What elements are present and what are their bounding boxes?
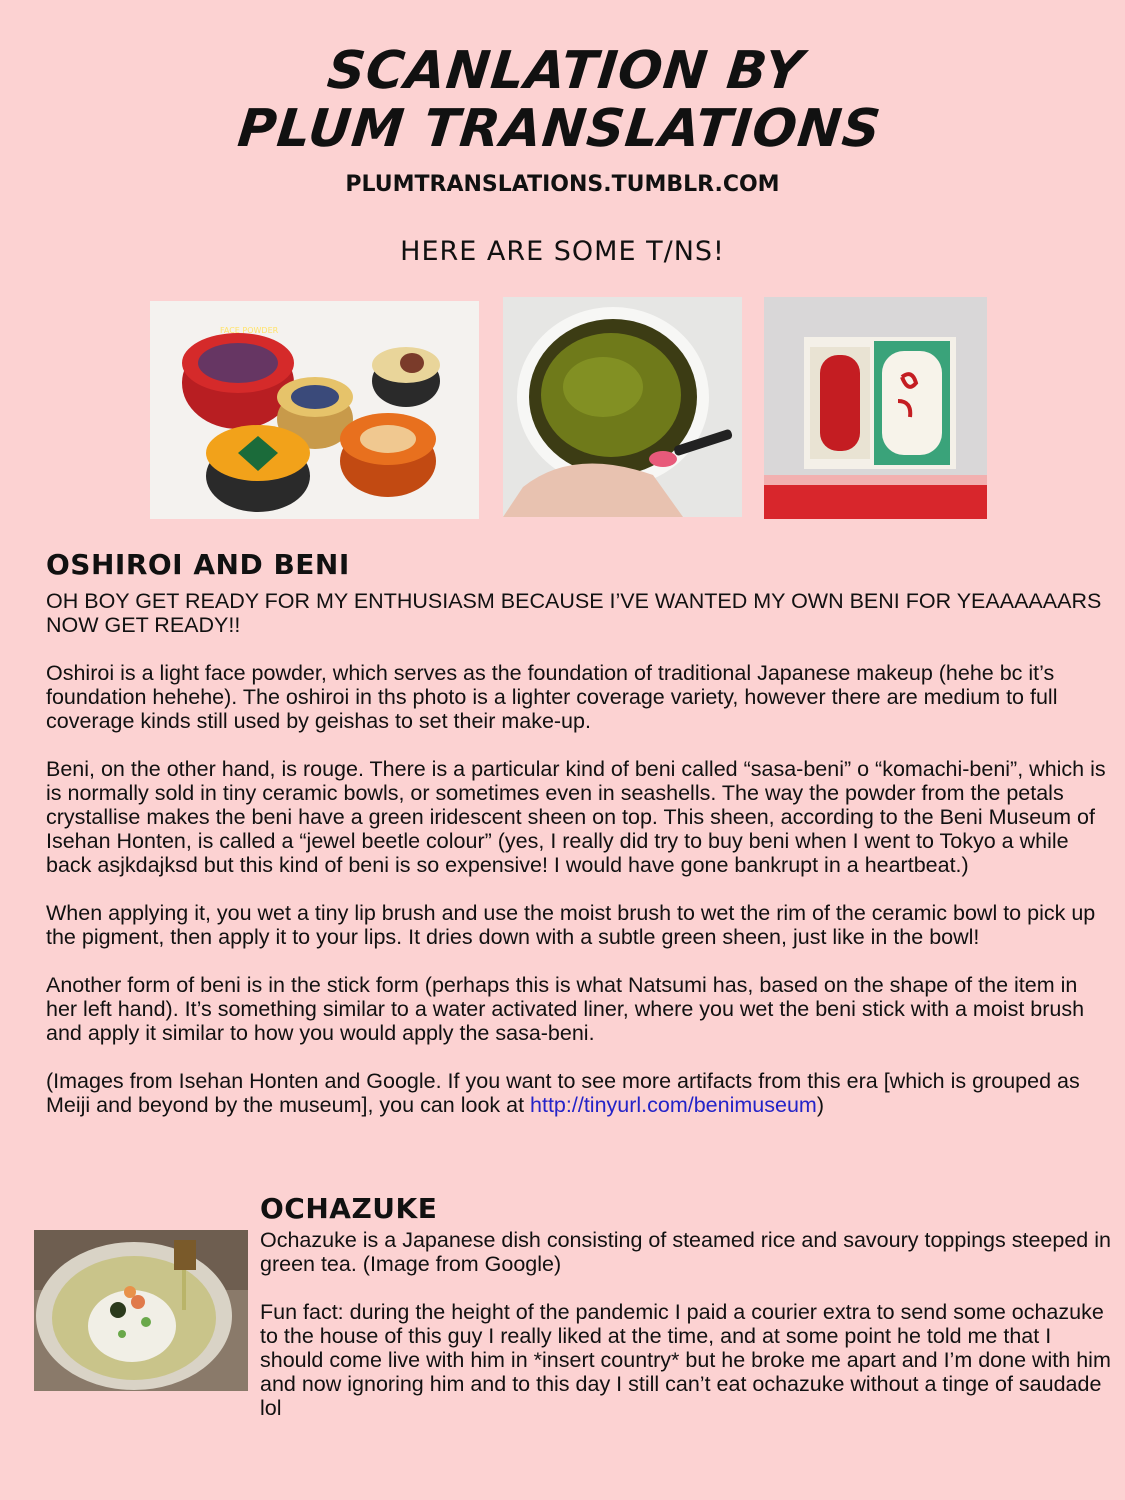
oshiroi-photo: [150, 301, 479, 519]
subheading: HERE ARE SOME T/NS!: [400, 236, 725, 267]
oshiroi-paragraph-2: Beni, on the other hand, is rouge. There is a particular kind of beni called “sasa-beni” o “komachi-beni”, which is is normally sold in tiny ceramic bowls, or sometimes even in seashells. The way the powder from the petals crystallise makes the beni have a green iridescent sheen on top. This sheen, according to the Beni Museum of Isehan Honten, is called a “jewel beetle colour” (yes, I really did try to buy beni when I went to Tokyo a while back asjkdajksd but this kind of beni is so expensive! I would have gone bankrupt in a heartbeat.): [46, 757, 1106, 877]
credits-close: ): [816, 1093, 824, 1117]
oshiroi-paragraph-1: Oshiroi is a light face powder, which serves as the foundation of traditional Japanese makeup (hehe bc it’s foundation hehehe). The oshiroi in ths photo is a lighter coverage variety, however there are medium to full coverage kinds still used by geishas to set their make-up.: [46, 661, 1058, 733]
face-powder-label: FACE POWDER: [220, 326, 279, 335]
title-line-1: SCANLATION BY: [324, 41, 807, 101]
oshiroi-intro: OH BOY GET READY FOR MY ENTHUSIASM BECAUSE I’VE WANTED MY OWN BENI FOR YEAAAAAARS NOW GET READY!!: [46, 589, 1102, 637]
ochazuke-paragraph-1: Ochazuke is a Japanese dish consisting of steamed rice and savoury toppings steeped in green tea. (Image from Google): [260, 1228, 1111, 1276]
credits-text: (Images from Isehan Honten and Google. If you want to see more artifacts from this era [which is grouped as Meiji and beyond by the museum], you can look at: [46, 1069, 1080, 1117]
oshiroi-paragraph-3: When applying it, you wet a tiny lip brush and use the moist brush to wet the rim of the ceramic bowl to pick up the pigment, then apply it to your lips. It dries down with a subtle green sheen, just like in the bowl!: [46, 901, 1096, 949]
beni-museum-link[interactable]: http://tinyurl.com/benimuseum: [530, 1093, 817, 1117]
ochazuke-paragraph-2: Fun fact: during the height of the pandemic I paid a courier extra to send some ochazuke to the house of this guy I really liked at the time, and at some point he told me that I should come live with him in *insert country* but he broke me apart and I’m done with him and now ignoring him and to this day I still can’t eat ochazuke without a tinge of saudade lol: [260, 1300, 1111, 1420]
beni-stick-photo: [764, 297, 987, 519]
oshiroi-paragraph-5: [46, 1069, 1111, 1117]
oshiroi-paragraph-4: Another form of beni is in the stick form (perhaps this is what Natsumi has, based on the shape of the item in her left hand). It’s something similar to a water activated liner, where you wet the beni stick with a moist brush and apply it similar to how you would apply the sasa-beni.: [46, 973, 1085, 1045]
ochazuke-photo: [34, 1230, 248, 1391]
site-url: PLUMTRANSLATIONS.TUMBLR.COM: [345, 172, 780, 197]
section-heading-ochazuke: OCHAZUKE: [260, 1192, 438, 1225]
beni-bowl-photo: [503, 297, 742, 517]
section-heading-oshiroi: OSHIROI AND BENI: [46, 548, 350, 581]
ochazuke-body: [260, 1228, 1118, 1444]
oshiroi-body: [46, 589, 1111, 1141]
page-title: [0, 42, 1125, 158]
title-line-2: PLUM TRANSLATIONS: [234, 99, 884, 159]
